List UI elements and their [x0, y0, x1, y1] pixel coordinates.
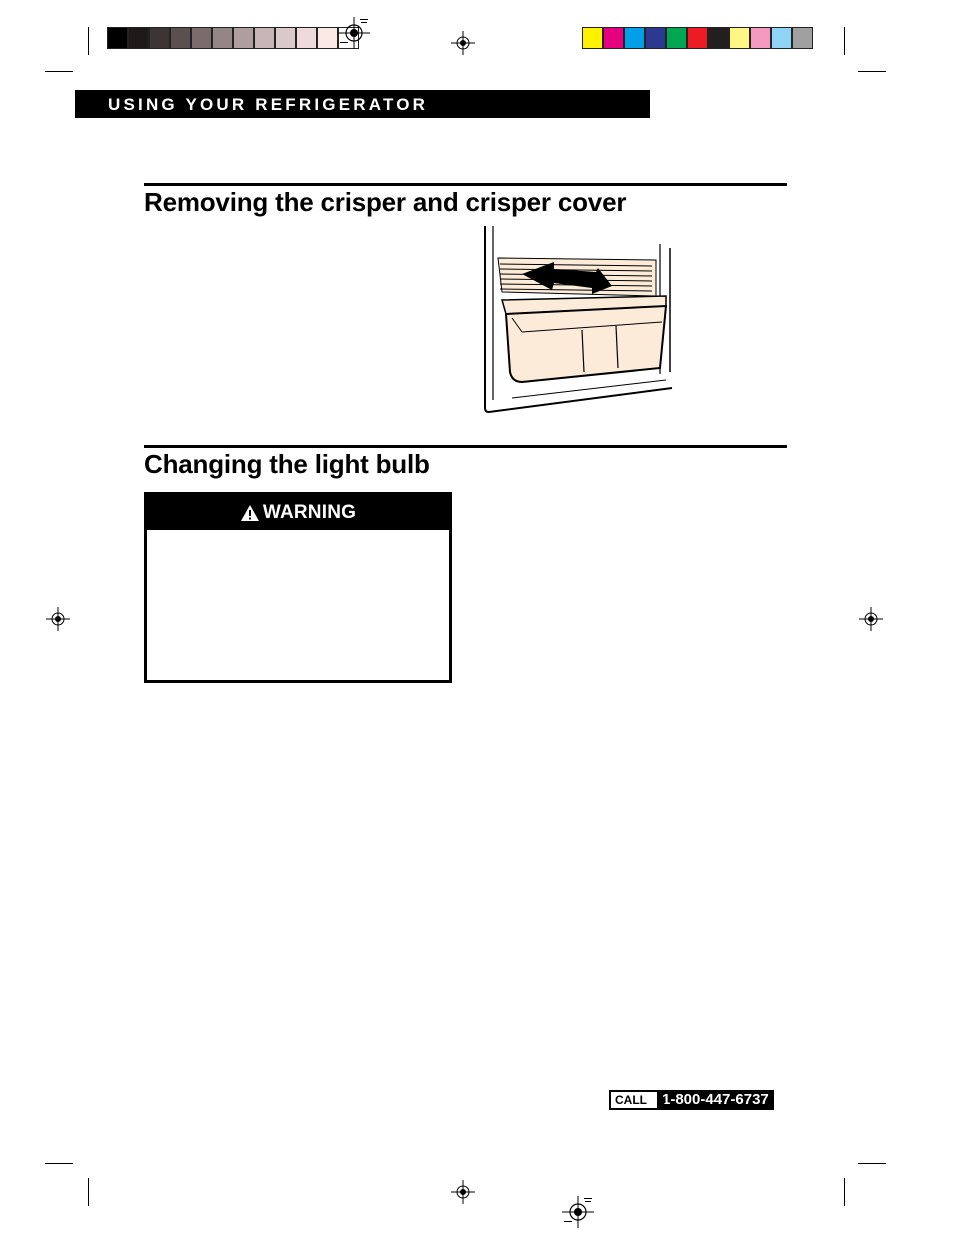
heading-rule — [144, 183, 787, 186]
heading-rule — [144, 445, 787, 448]
color-swatch — [191, 27, 212, 49]
registration-mark-icon — [334, 13, 374, 53]
warning-triangle-icon — [240, 504, 260, 522]
warning-label: WARNING — [262, 501, 357, 523]
color-swatch — [666, 27, 687, 49]
color-swatch — [254, 27, 275, 49]
call-label: CALL — [615, 1093, 647, 1107]
section-header-title: USING YOUR REFRIGERATOR — [108, 95, 429, 114]
color-swatch — [750, 27, 771, 49]
arrow-right-icon — [657, 1094, 666, 1110]
color-swatch — [708, 27, 729, 49]
crop-mark — [844, 27, 845, 55]
color-swatch — [149, 27, 170, 49]
phone-number: 1-800-447-6737 — [659, 1090, 774, 1110]
color-swatch-bar — [582, 27, 813, 49]
crisper-drawer-illustration — [476, 222, 678, 414]
warning-box — [144, 492, 452, 683]
warning-header — [147, 495, 449, 530]
color-swatch — [792, 27, 813, 49]
color-swatch — [107, 27, 128, 49]
call-phone-strip — [609, 1090, 774, 1110]
crop-mark — [88, 27, 89, 55]
color-swatch — [624, 27, 645, 49]
color-swatch — [128, 27, 149, 49]
crop-mark — [45, 71, 73, 72]
color-swatch — [296, 27, 317, 49]
crisper-heading: Removing the crisper and crisper cover — [144, 187, 627, 217]
color-swatch — [645, 27, 666, 49]
registration-mark-icon — [46, 607, 70, 631]
color-swatch — [582, 27, 603, 49]
color-swatch — [233, 27, 254, 49]
section-header-bar — [75, 90, 650, 118]
registration-mark-icon — [558, 1192, 598, 1232]
registration-mark-icon — [859, 607, 883, 631]
registration-mark-icon — [451, 1180, 475, 1204]
call-tag — [609, 1090, 659, 1110]
color-swatch — [729, 27, 750, 49]
color-swatch — [275, 27, 296, 49]
gray-swatch-bar — [107, 27, 359, 49]
color-swatch — [771, 27, 792, 49]
crop-mark — [844, 1178, 845, 1206]
registration-mark-icon — [451, 31, 475, 55]
color-swatch — [212, 27, 233, 49]
color-swatch — [603, 27, 624, 49]
crop-mark — [858, 71, 886, 72]
light-bulb-heading: Changing the light bulb — [144, 449, 430, 479]
crop-mark — [88, 1178, 89, 1206]
color-swatch — [687, 27, 708, 49]
crop-mark — [45, 1163, 73, 1164]
color-swatch — [170, 27, 191, 49]
crop-mark — [858, 1163, 886, 1164]
